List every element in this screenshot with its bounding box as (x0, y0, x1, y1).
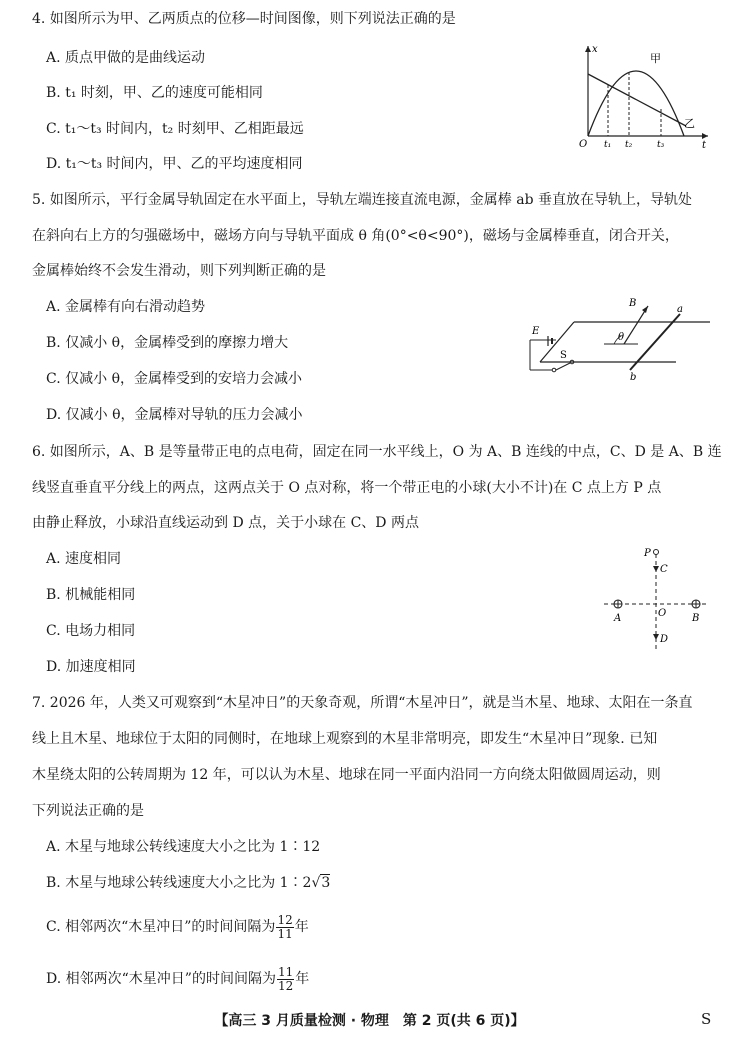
t2-label: t₂ (625, 140, 633, 150)
q5-option-d: D. 仅减小 θ，金属棒对导轨的压力会减小 (46, 407, 303, 423)
q5-option-a: A. 金属棒有向右滑动趋势 (46, 299, 206, 315)
q7-option-b: B. 木星与地球公转线速度大小之比为 1∶2√3 (46, 875, 331, 891)
q4-option-a: A. 质点甲做的是曲线运动 (46, 50, 206, 66)
q5-stem-line-2: 在斜向右上方的匀强磁场中，磁场方向与导轨平面成 θ 角(0°<θ<90°)，磁场与金属棒垂直，闭合开关， (32, 228, 679, 244)
q7-stem-line-3: 木星绕太阳的公转周期为 12 年，可以认为木星、地球在同一平面内沿同一方向绕太阳做圆周运动，则 (32, 767, 661, 783)
q7-option-d: D. 相邻两次“木星冲日”的时间间隔为 $\frac{11}{12}$ 年 (46, 964, 310, 993)
curve-jia (588, 71, 684, 136)
label-a: a (677, 304, 683, 315)
curve-jia-label: 甲 (650, 52, 661, 65)
label-B: B (629, 298, 637, 309)
q5-option-b: B. 仅减小 θ，金属棒受到的摩擦力增大 (46, 335, 289, 351)
q4-option-d: D. t₁～t₃ 时间内，甲、乙的平均速度相同 (46, 156, 303, 172)
x-axis-label: t (702, 140, 707, 150)
q5-rail-circuit-figure (526, 292, 716, 384)
y-axis-label: x (592, 44, 598, 55)
label-theta: θ (618, 332, 625, 343)
q6-stem-line-1: 6. 如图所示，A、B 是等量带正电的点电荷，固定在同一水平线上，O 为 A、B 连线的中点，C、D 是 A、B 连 (32, 444, 722, 460)
label-O: O (658, 608, 667, 619)
label-A: A (614, 613, 622, 624)
q6-charges-figure (600, 544, 712, 656)
line-yi-label: 乙 (684, 117, 695, 130)
sqrt-radicand: 3 (321, 875, 331, 891)
q6-option-c: C. 电场力相同 (46, 623, 136, 639)
q7-stem-line-2: 线上且木星、地球位于太阳的同侧时，在地球上观察到的木星非常明亮，即发生“木星冲日”现象. 已知 (32, 731, 658, 747)
origin-label: O (579, 139, 588, 150)
switch-s (556, 363, 570, 370)
t3-label: t₃ (657, 140, 665, 150)
fraction-11-12: $\frac{11}{12}$ (277, 964, 294, 993)
fraction-12-11: $\frac{12}{11}$ (277, 912, 293, 941)
label-C: C (660, 564, 668, 575)
q6-option-a: A. 速度相同 (46, 551, 122, 567)
q4-option-c: C. t₁～t₃ 时间内，t₂ 时刻甲、乙相距最远 (46, 121, 304, 137)
q6-stem-line-2: 线竖直垂直平分线上的两点，这两点关于 O 点对称，将一个带正电的小球(大小不计)在 C 点上方 P 点 (32, 480, 662, 496)
corner-mark: S (701, 1010, 712, 1028)
q6-option-b: B. 机械能相同 (46, 587, 136, 603)
q5-stem-line-1: 5. 如图所示，平行金属导轨固定在水平面上，导轨左端连接直流电源，金属棒 ab 垂直放在导轨上，导轨处 (32, 192, 693, 208)
q4-xt-graph (574, 40, 714, 150)
q7-option-a: A. 木星与地球公转线速度大小之比为 1∶12 (46, 839, 321, 855)
q7-stem-line-4: 下列说法正确的是 (32, 803, 144, 819)
label-b: b (630, 372, 637, 383)
q7-stem-line-1: 7. 2026 年，人类又可观察到“木星冲日”的天象奇观，所谓“木星冲日”，就是当木星、地球、太阳在一条直 (32, 695, 693, 711)
q7-option-c: C. 相邻两次“木星冲日”的时间间隔为 $\frac{12}{11}$ 年 (46, 912, 309, 941)
page-footer: 【高三 3 月质量检测 · 物理 第 2 页(共 6 页)】 (214, 1013, 525, 1029)
q4-stem: 4. 如图所示为甲、乙两质点的位移—时间图像，则下列说法正确的是 (32, 11, 456, 27)
q5-option-c: C. 仅减小 θ，金属棒受到的安培力会减小 (46, 371, 302, 387)
label-S: S (560, 350, 567, 361)
label-E: E (532, 326, 540, 337)
label-B: B (692, 613, 700, 624)
q5-stem-line-3: 金属棒始终不会发生滑动，则下列判断正确的是 (32, 263, 326, 279)
q4-option-b: B. t₁ 时刻，甲、乙的速度可能相同 (46, 85, 263, 101)
label-D: D (660, 634, 669, 645)
label-P: P (644, 548, 651, 559)
q6-stem-line-3: 由静止释放，小球沿直线运动到 D 点，关于小球在 C、D 两点 (32, 515, 419, 531)
q6-option-d: D. 加速度相同 (46, 659, 136, 675)
point-p (654, 550, 659, 555)
line-yi (588, 74, 686, 126)
t1-label: t₁ (604, 140, 612, 150)
